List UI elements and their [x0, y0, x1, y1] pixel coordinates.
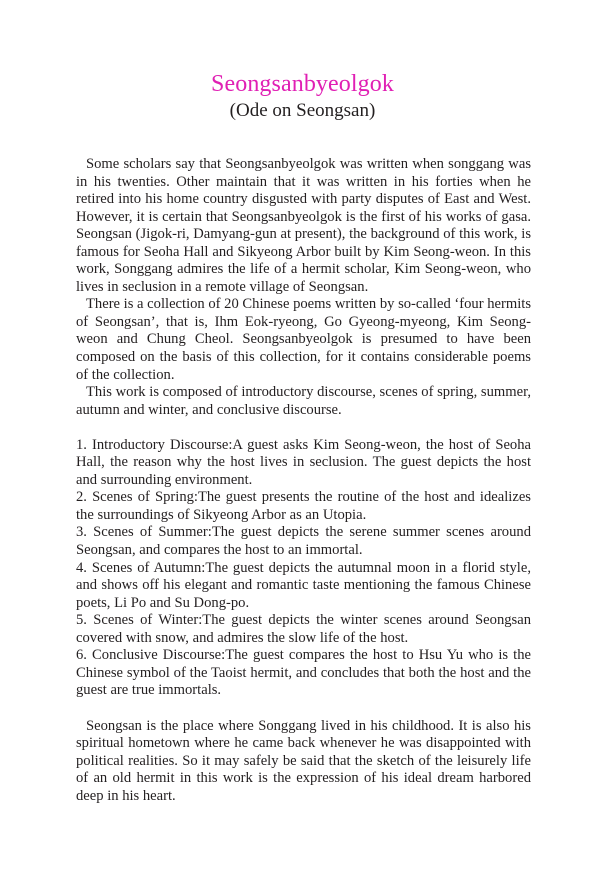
- intro-paragraph-1: Some scholars say that Seongsanbyeolgok was written when songgang was in his twenties. Other maintain that it was written in his forties when he retired into his home country disgusted with party disputes of East and West. However, it is certain that Seongsanbyeolgok is the first of his works of gasa. Seongsan (Jigok-ri, Damyang-gun at present), the background of this work, is famous for Seoha Hall and Sikyeong Arbor built by Kim Seong-weon. In this work, Songgang admires the life of a hermit scholar, Kim Seong-weon, who lives in seclusion in a remote village of Seongsan.: [76, 156, 531, 295]
- intro-paragraph-3: This work is composed of introductory discourse, scenes of spring, summer, autumn and winter, and conclusive discourse.: [76, 384, 531, 418]
- section-item-spring: 2. Scenes of Spring:The guest presents the routine of the host and idealizes the surroundings of Sikyeong Arbor as an Utopia.: [76, 489, 531, 523]
- intro-paragraph-2: There is a collection of 20 Chinese poems written by so-called ‘four hermits of Seongsan’, that is, Ihm Eok-ryeong, Go Gyeong-myeong, Kim Seong-weon and Chung Cheol. Seongsanbyeolgok is presumed to have been composed on the basis of this collection, for it contains considerable poems of the collection.: [76, 296, 531, 383]
- section-item-introductory: 1. Introductory Discourse:A guest asks Kim Seong-weon, the host of Seoha Hall, the reason why the host lives in seclusion. The guest depicts the host and surrounding environment.: [76, 436, 531, 488]
- section-item-summer: 3. Scenes of Summer:The guest depicts the serene summer scenes around Seongsan, and compares the host to an immortal.: [76, 524, 531, 559]
- closing-paragraph: Seongsan is the place where Songgang lived in his childhood. It is also his spiritual hometown where he came back whenever he was disappointed with political realities. So it may safely be said that the sketch of the leisurely life of an old hermit in this work is the expression of his ideal dream harbored deep in his heart.: [76, 717, 531, 804]
- page-title: Seongsanbyeolgok: [211, 71, 394, 97]
- section-item-winter: 5. Scenes of Winter:The guest depicts the winter scenes around Seongsan covered with snow, and admires the slow life of the host.: [76, 612, 531, 646]
- body-text: [76, 156, 531, 805]
- paragraph-gap: [76, 419, 531, 437]
- page-subtitle: (Ode on Seongsan): [229, 100, 376, 121]
- section-item-conclusive: 6. Conclusive Discourse:The guest compares the host to Hsu Yu who is the Chinese symbol of the Taoist hermit, and concludes that both the host and the guest are true immortals.: [76, 647, 531, 699]
- section-item-autumn: 4. Scenes of Autumn:The guest depicts the autumnal moon in a florid style, and shows off his elegant and romantic taste mentioning the famous Chinese poets, Li Po and Su Dong-po.: [76, 559, 531, 611]
- paragraph-gap: [76, 700, 531, 718]
